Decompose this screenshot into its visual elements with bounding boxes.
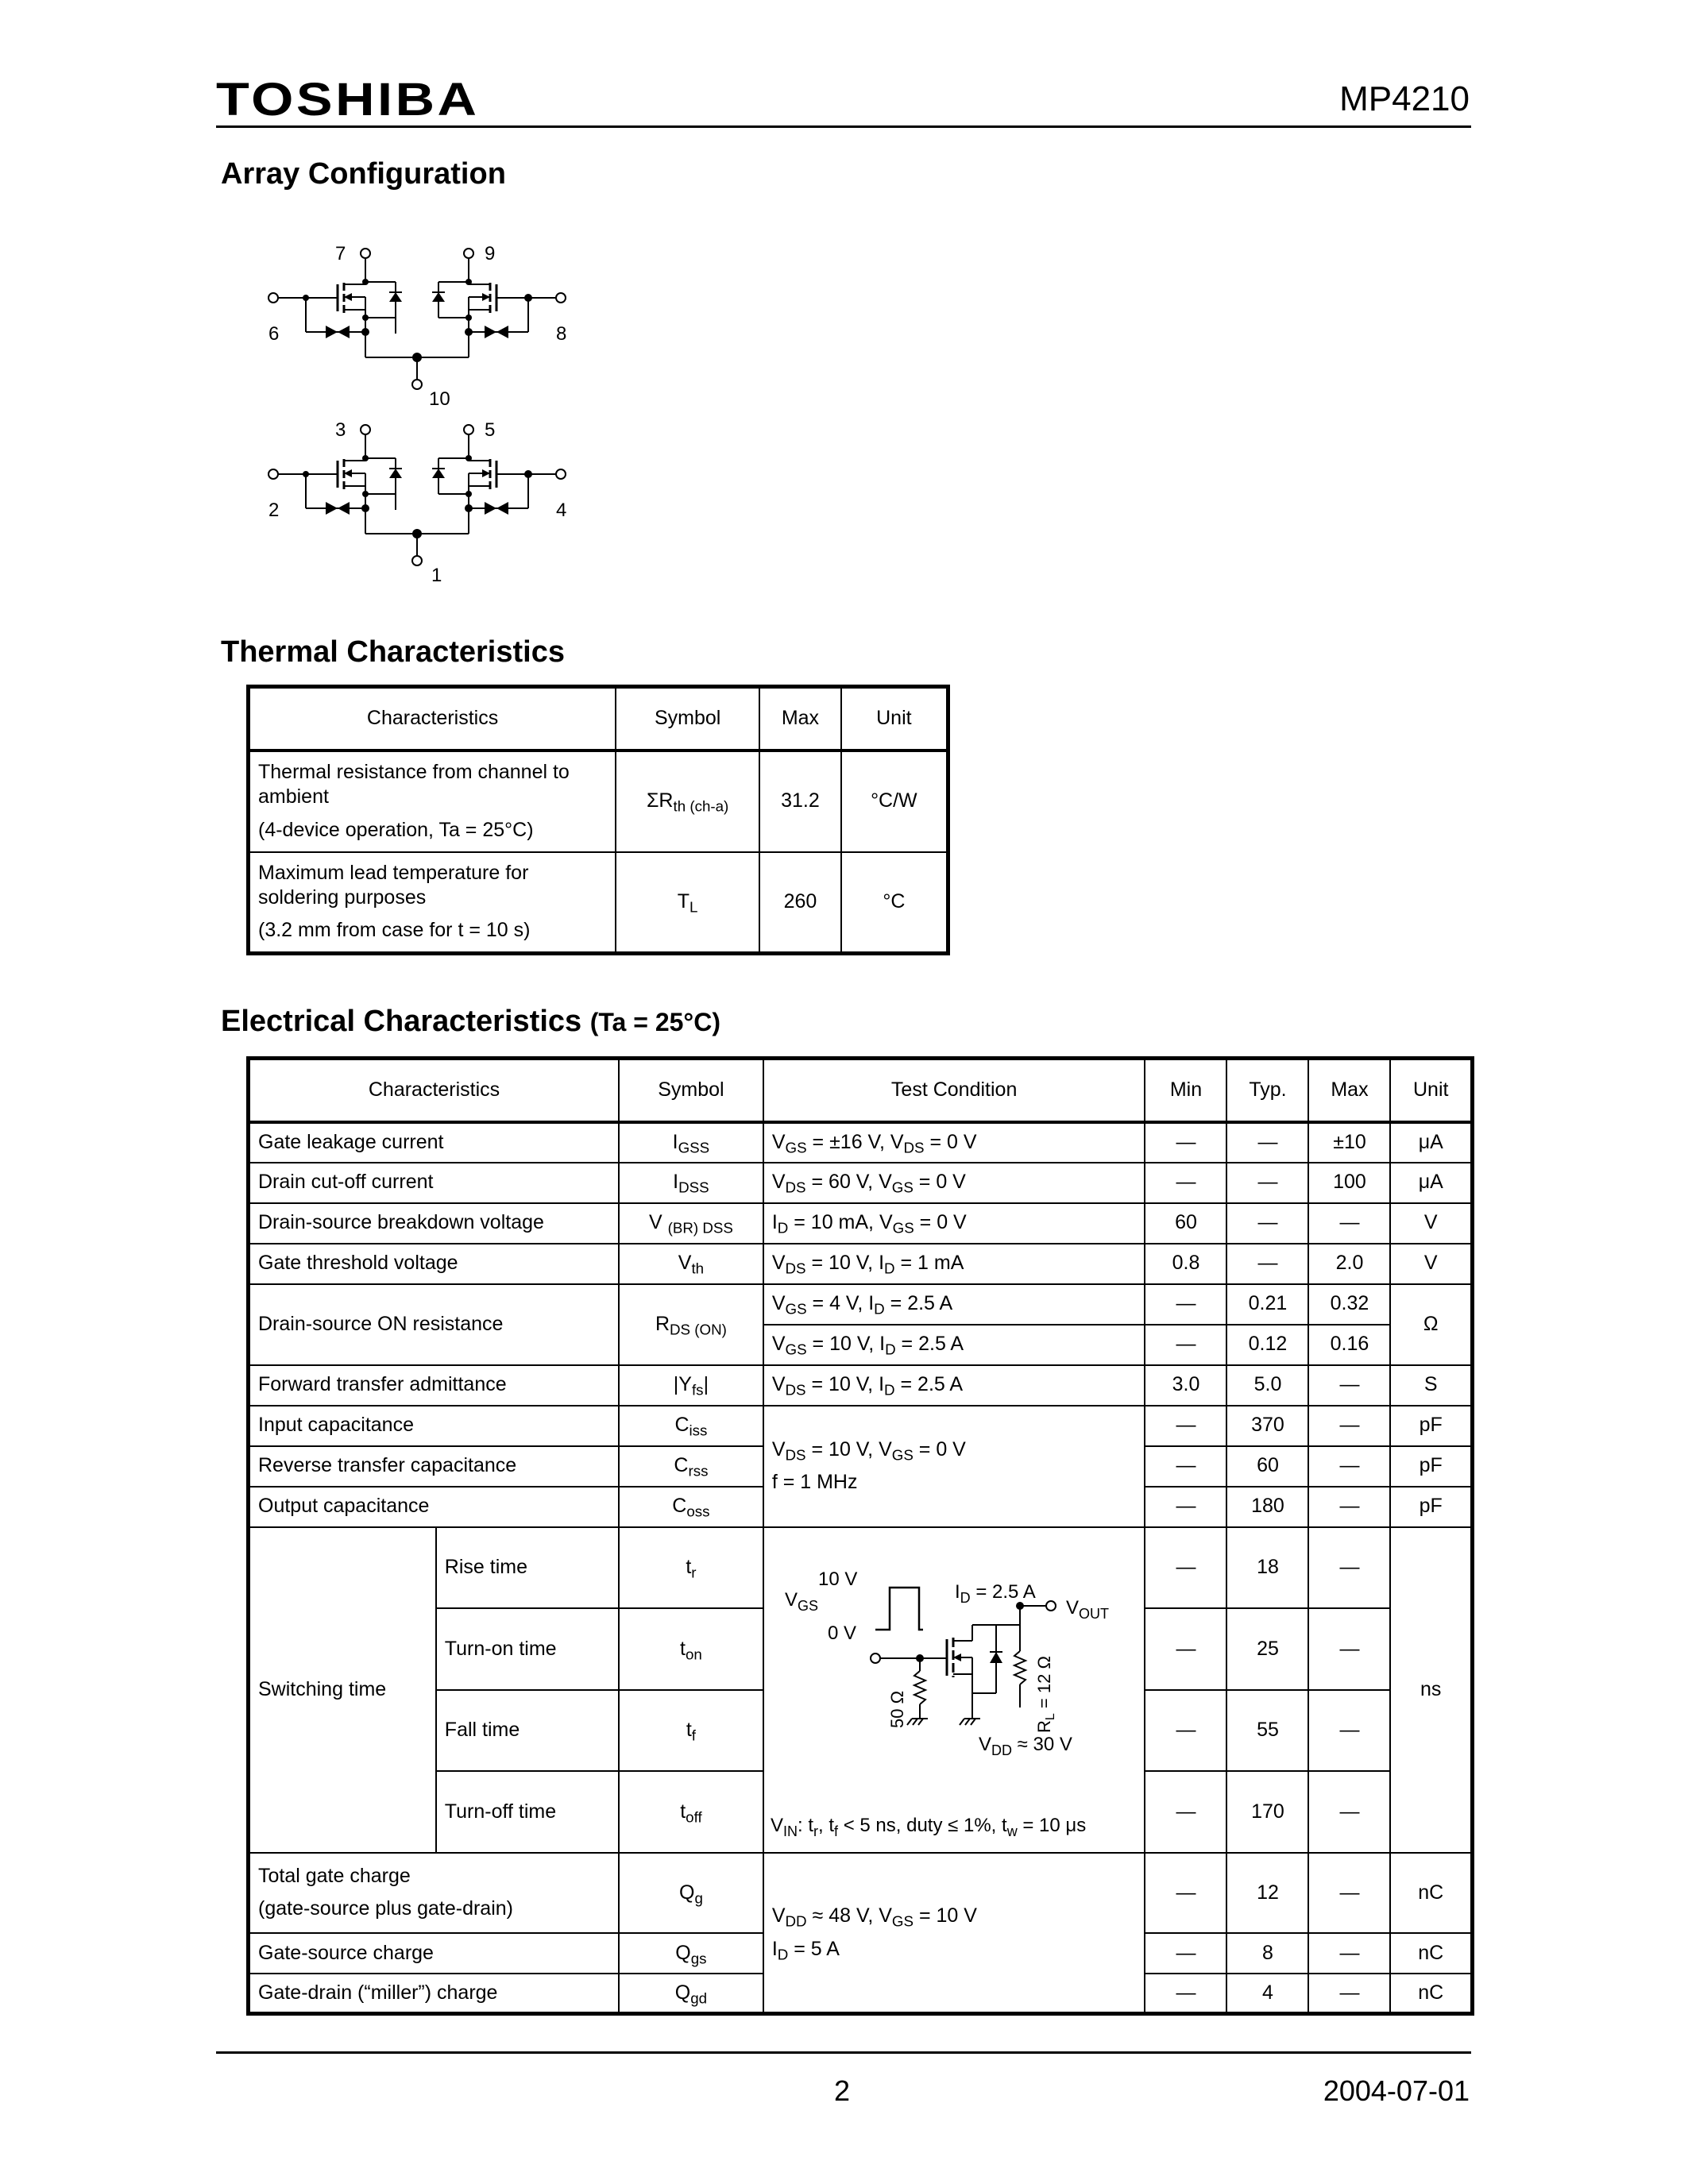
thermal-max: 260	[759, 852, 841, 954]
table-row: Gate-source charge $Q_{gs}$ — 8 — nC	[249, 1933, 1473, 1974]
section-title-electrical: Electrical Characteristics (Ta = 25°C)	[221, 1005, 720, 1038]
svg-text:VGS: $V_{GS}$	[784, 1588, 818, 1614]
pin-7-label: 7	[335, 243, 346, 264]
thermal-unit: °C/W	[841, 751, 948, 852]
table-row: Drain cut-off current $I_{DSS}$ $V_{DS} = 60$ V, $V_{GS} = 0$ V — — 100 μA	[249, 1163, 1473, 1203]
table-row: Total gate charge (gate-source plus gate-drain) $Q_g$ $V_{DD} \approx 48$ V, $V_{GS} = 10$ V $I_D = 5$ A — 12 — nC	[249, 1853, 1473, 1933]
header-rule	[216, 125, 1471, 128]
table-row: Reverse transfer capacitance $C_{rss}$ — 60 — pF	[249, 1446, 1473, 1487]
svg-text:VIN: tr, tf < 5 ns, duty ≤ 1%,: $V_{IN}$: $t_r$, $t_f < 5$ ns, duty ≤ 1%, $t_w = 10$ μs	[770, 1814, 1087, 1839]
thermal-symbol: $T_L$	[616, 852, 759, 954]
thermal-max: 31.2	[759, 751, 841, 852]
footer-rule	[216, 2051, 1471, 2054]
svg-text:VDD ≈ 30 V: $V_{DD} \approx 30$ V	[978, 1733, 1072, 1758]
part-number: MP4210	[1339, 79, 1470, 118]
elec-header-typ: Typ.	[1226, 1059, 1308, 1122]
pin-6-label: 6	[268, 323, 280, 345]
thermal-char: Maximum lead temperature for soldering purposes	[258, 861, 529, 909]
svg-text:VOUT: $V_{OUT}$	[1065, 1596, 1109, 1622]
document-date: 2004-07-01	[1323, 2074, 1470, 2107]
table-row: Turn-on time $t_{on}$ — 25 —	[249, 1608, 1473, 1690]
table-row: Fall time $t_f$ — 55 —	[249, 1690, 1473, 1772]
section-title-array: Array Configuration	[221, 157, 506, 191]
pin-5-label: 5	[485, 419, 496, 441]
table-row: $V_{GS} = 10$ V, $I_D = 2.5$ A — 0.12 0.16	[249, 1325, 1473, 1365]
thermal-header-characteristics: Characteristics	[249, 687, 616, 751]
pin-3-label: 3	[335, 419, 346, 441]
table-row: Input capacitance $C_{iss}$ $V_{DS} = 10$ V, $V_{GS} = 0$ V f = 1 MHz — 370 — pF	[249, 1406, 1473, 1446]
table-row: Drain-source breakdown voltage V $_{(BR) DSS}$ $I_D = 10$ mA, $V_{GS} = 0$ V 60 — — V	[249, 1203, 1473, 1244]
elec-header-unit: Unit	[1390, 1059, 1472, 1122]
svg-text:10 V: 10 V	[817, 1568, 858, 1590]
thermal-header-unit: Unit	[841, 687, 948, 751]
switching-test-circuit-cell	[763, 1527, 1145, 1853]
elec-header-max: Max	[1308, 1059, 1390, 1122]
pin-9-label: 9	[485, 243, 496, 264]
table-row: Switching time Rise time $t_r$ 10 V $V_{GS}$ 0 V 50 Ω $I_D = 2.5$ A $V_{OUT}$ $R_L = 12$ Ω $V_{DD} \approx 30$ V $V_{IN}$: $t_r$, $t_f < 5$ ns, duty ≤ 1%, $t_w = 10$ μs — 18 — ns	[249, 1527, 1473, 1609]
thermal-header-symbol: Symbol	[616, 687, 759, 751]
table-row: Forward transfer admittance $|Y_{fs}|$ $V_{DS} = 10$ V, $I_D = 2.5$ A 3.0 5.0 — S	[249, 1365, 1473, 1406]
svg-text:ID = 2.5 A: $I_D = 2.5$ A	[954, 1580, 1036, 1606]
table-row: Output capacitance $C_{oss}$ — 180 — pF	[249, 1487, 1473, 1527]
svg-text:0 V: 0 V	[827, 1622, 856, 1644]
thermal-unit: °C	[841, 852, 948, 954]
electrical-condition: (Ta = 25°C)	[589, 1008, 720, 1036]
array-configuration-diagram	[262, 238, 596, 604]
thermal-cond: (3.2 mm from case for t = 10 s)	[258, 919, 531, 942]
pin-1-label: 1	[431, 565, 442, 586]
switching-time-label: Switching time	[249, 1527, 436, 1853]
table-row: Gate leakage current $I_{GSS}$ $V_{GS} = \pm 16$ V, $V_{DS} = 0$ V — — ±10 μA	[249, 1122, 1473, 1163]
toshiba-logo: TOSHIBA	[216, 74, 480, 125]
pin-2-label: 2	[268, 500, 280, 521]
thermal-symbol: $\Sigma R_{th (ch-a)}$	[616, 751, 759, 852]
elec-header-test-condition: Test Condition	[763, 1059, 1145, 1122]
electrical-table	[246, 1056, 1474, 2016]
thermal-cond: (4-device operation, Ta = 25°C)	[258, 818, 534, 841]
thermal-char: Thermal resistance from channel to ambient	[258, 761, 570, 808]
table-row	[249, 852, 948, 954]
thermal-table	[246, 685, 950, 955]
pin-4-label: 4	[556, 500, 567, 521]
elec-header-characteristics: Characteristics	[249, 1059, 620, 1122]
table-row: Turn-off time $t_{off}$ — 170 —	[249, 1771, 1473, 1853]
section-title-thermal: Thermal Characteristics	[221, 635, 565, 669]
elec-header-symbol: Symbol	[619, 1059, 763, 1122]
page-number: 2	[834, 2074, 851, 2107]
elec-header-min: Min	[1145, 1059, 1226, 1122]
thermal-header-max: Max	[759, 687, 841, 751]
table-row: Drain-source ON resistance $R_{DS (ON)}$ $V_{GS} = 4$ V, $I_D = 2.5$ A — 0.21 0.32 Ω	[249, 1284, 1473, 1325]
table-row: Gate-drain (“miller”) charge $Q_{gd}$ — 4 — nC	[249, 1974, 1473, 2014]
switching-test-circuit	[764, 1528, 1139, 1846]
table-row	[249, 751, 948, 852]
pin-10-label: 10	[429, 388, 450, 410]
pin-8-label: 8	[556, 323, 567, 345]
svg-text:50 Ω: 50 Ω	[886, 1690, 907, 1728]
table-row: Gate threshold voltage $V_{th}$ $V_{DS} = 10$ V, $I_D = 1$ mA 0.8 — 2.0 V	[249, 1244, 1473, 1284]
svg-text:RL = 12 Ω: $R_L = 12$ Ω	[1033, 1655, 1057, 1733]
